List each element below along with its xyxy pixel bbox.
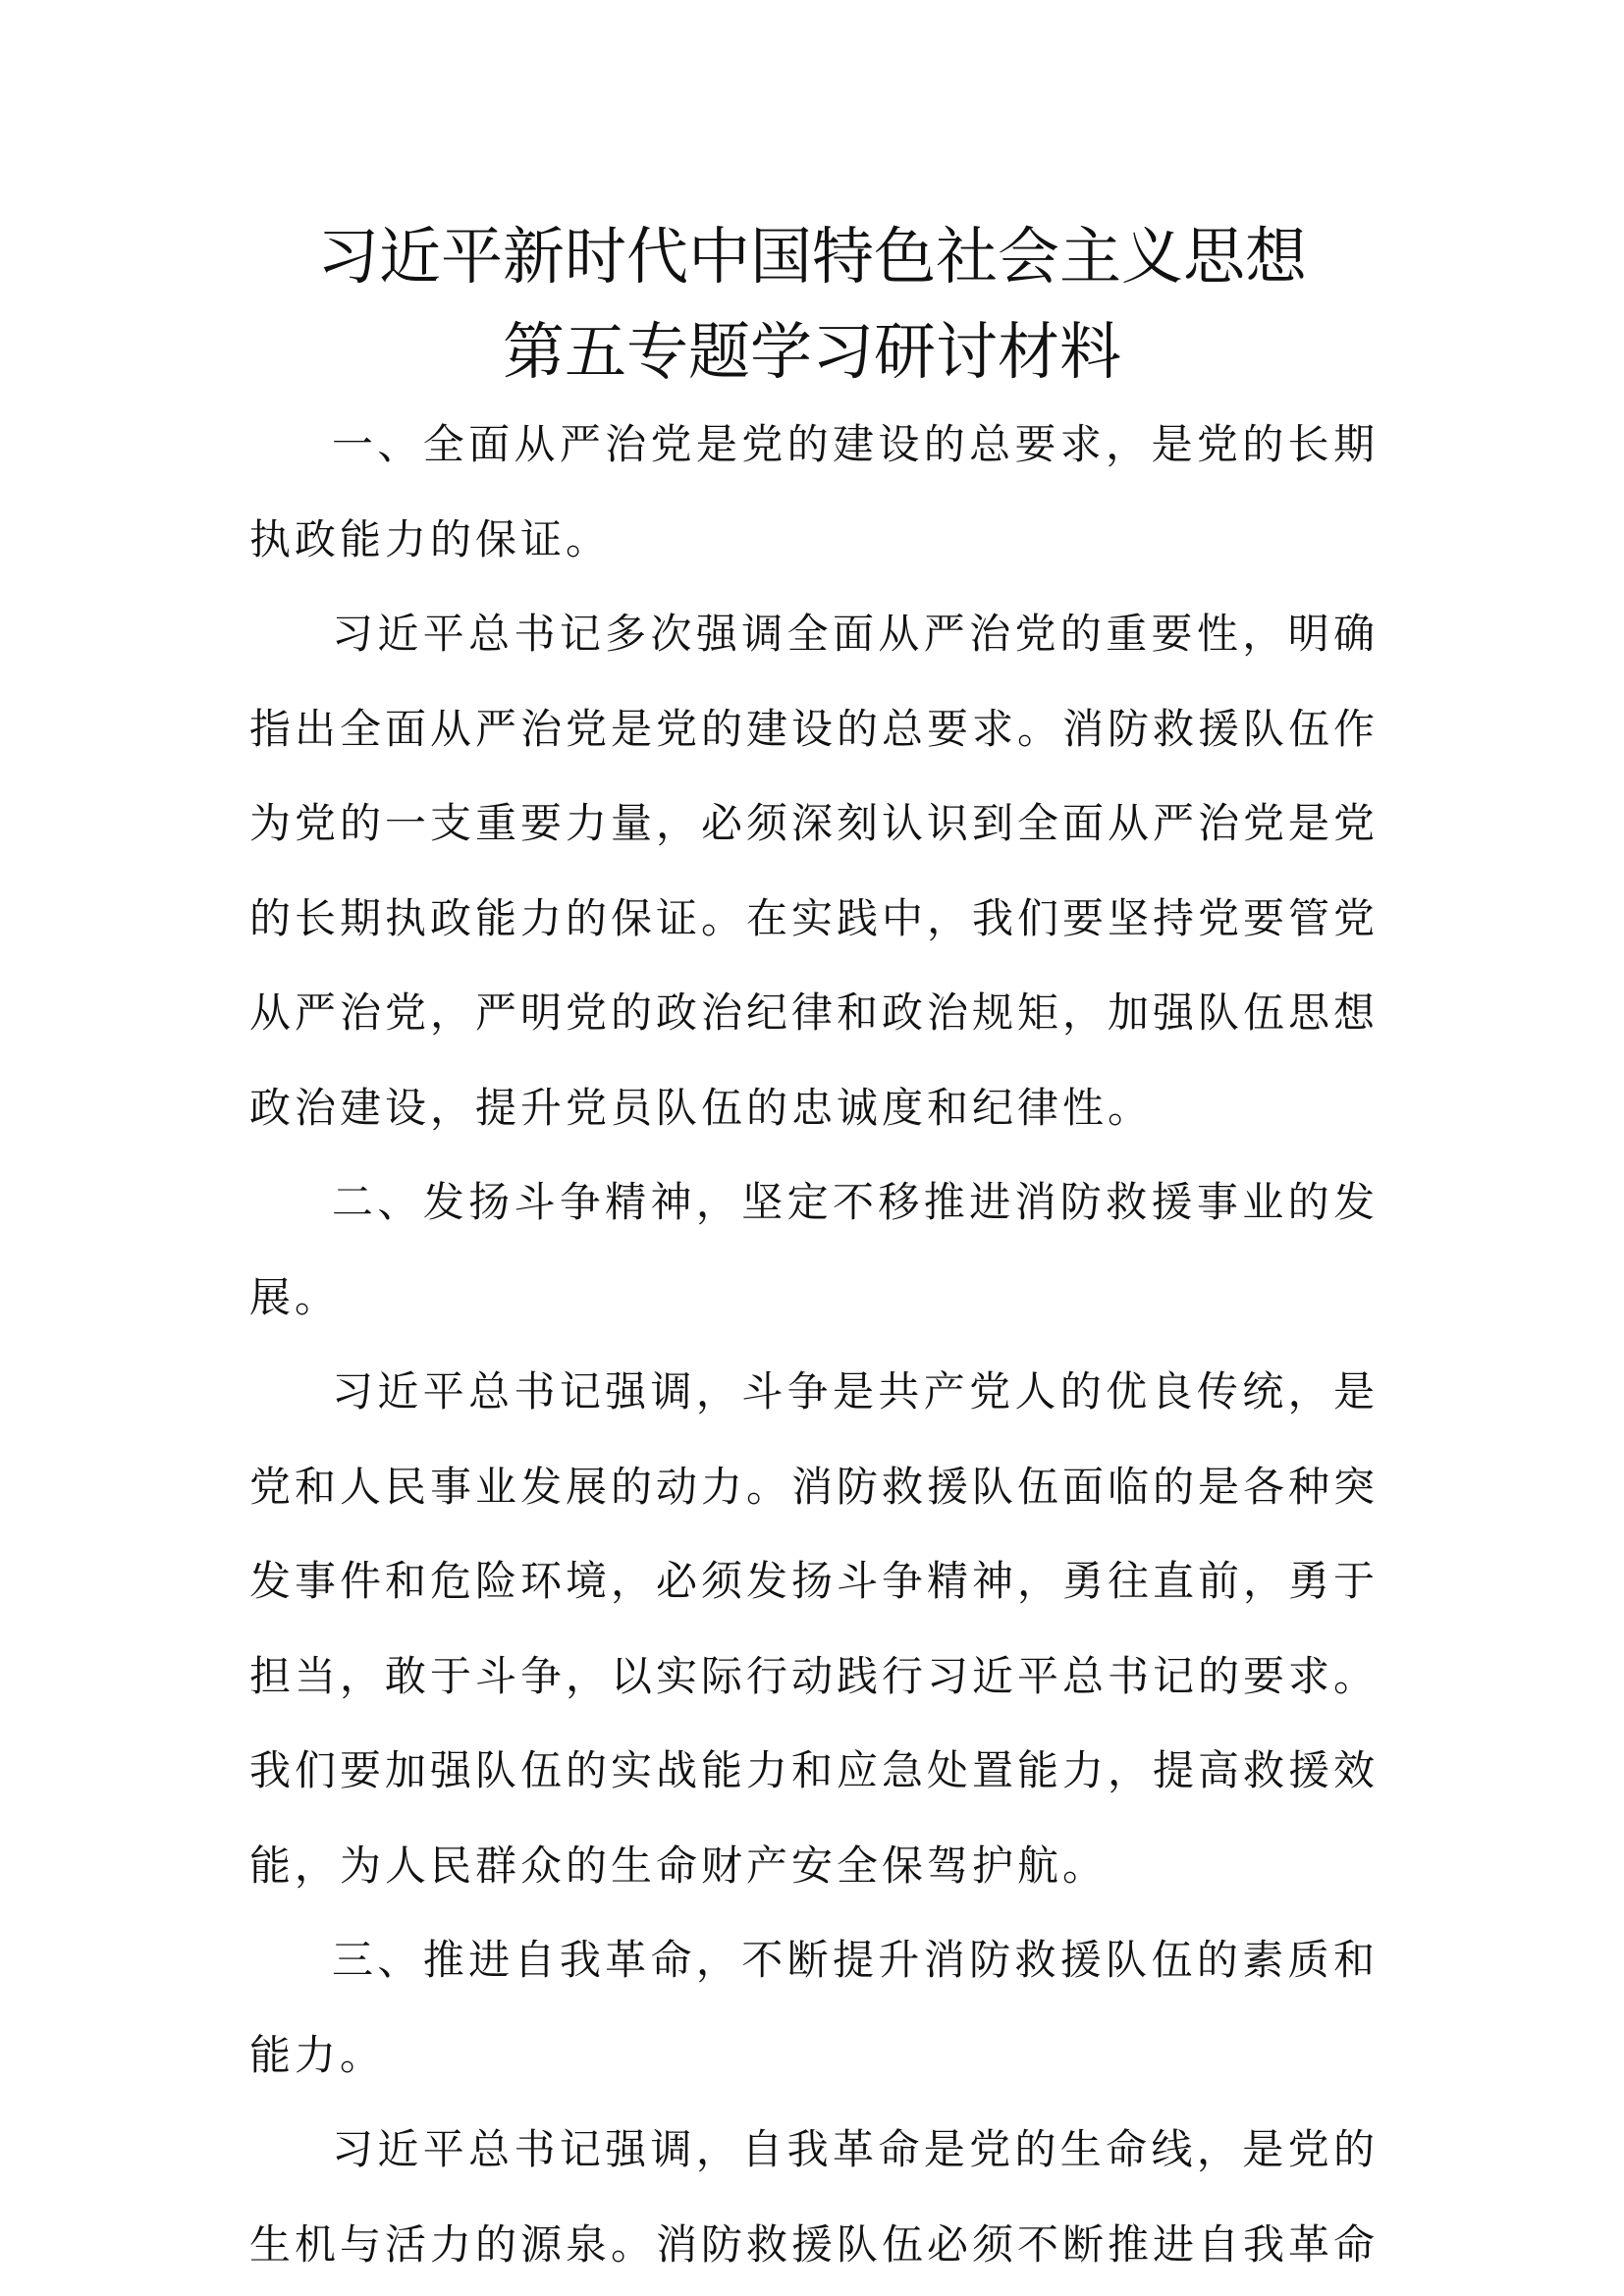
body-paragraph-1: 习近平总书记多次强调全面从严治党的重要性，明确指出全面从严治党是党的建设的总要求。消防救援队伍作为党的一支重要力量，必须深刻认识到全面从严治党是党的长期执政能力的保证。在实践中，我们要坚持党要管党从严治党，严明党的政治纪律和政治规矩，加强队伍思想政治建设，提升党员队伍的忠诚度和纪律性。 (249, 610, 1380, 1132)
document-title-line-2: 第五专题学习研讨材料 (503, 316, 1121, 388)
heading-paragraph-2: 二、发扬斗争精神，坚定不移推进消防救援事业的发展。 (249, 1178, 1379, 1321)
body-paragraph-2: 习近平总书记强调，斗争是共产党人的优良传统，是党和人民事业发展的动力。消防救援队伍面临的是各种突发事件和危险环境，必须发扬斗争精神，勇往直前，勇于担当，敢于斗争，以实际行动践行习近平总书记的要求。我们要加强队伍的实战能力和应急处置能力，提高救援效能，为人民群众的生命财产安全保驾护航。 (249, 1367, 1380, 1890)
document-body (249, 398, 1379, 2292)
heading-paragraph-3: 三、推进自我革命，不断提升消防救援队伍的素质和能力。 (249, 1936, 1379, 2079)
body-paragraph-3: 习近平总书记强调，自我革命是党的生命线，是党的生机与活力的源泉。消防救援队伍必须不断推进自我革命 (249, 2125, 1380, 2269)
heading-paragraph-1: 一、全面从严治党是党的建设的总要求，是党的长期执政能力的保证。 (249, 420, 1379, 563)
document-title-line-1: 习近平新时代中国特色社会主义思想 (317, 221, 1307, 293)
